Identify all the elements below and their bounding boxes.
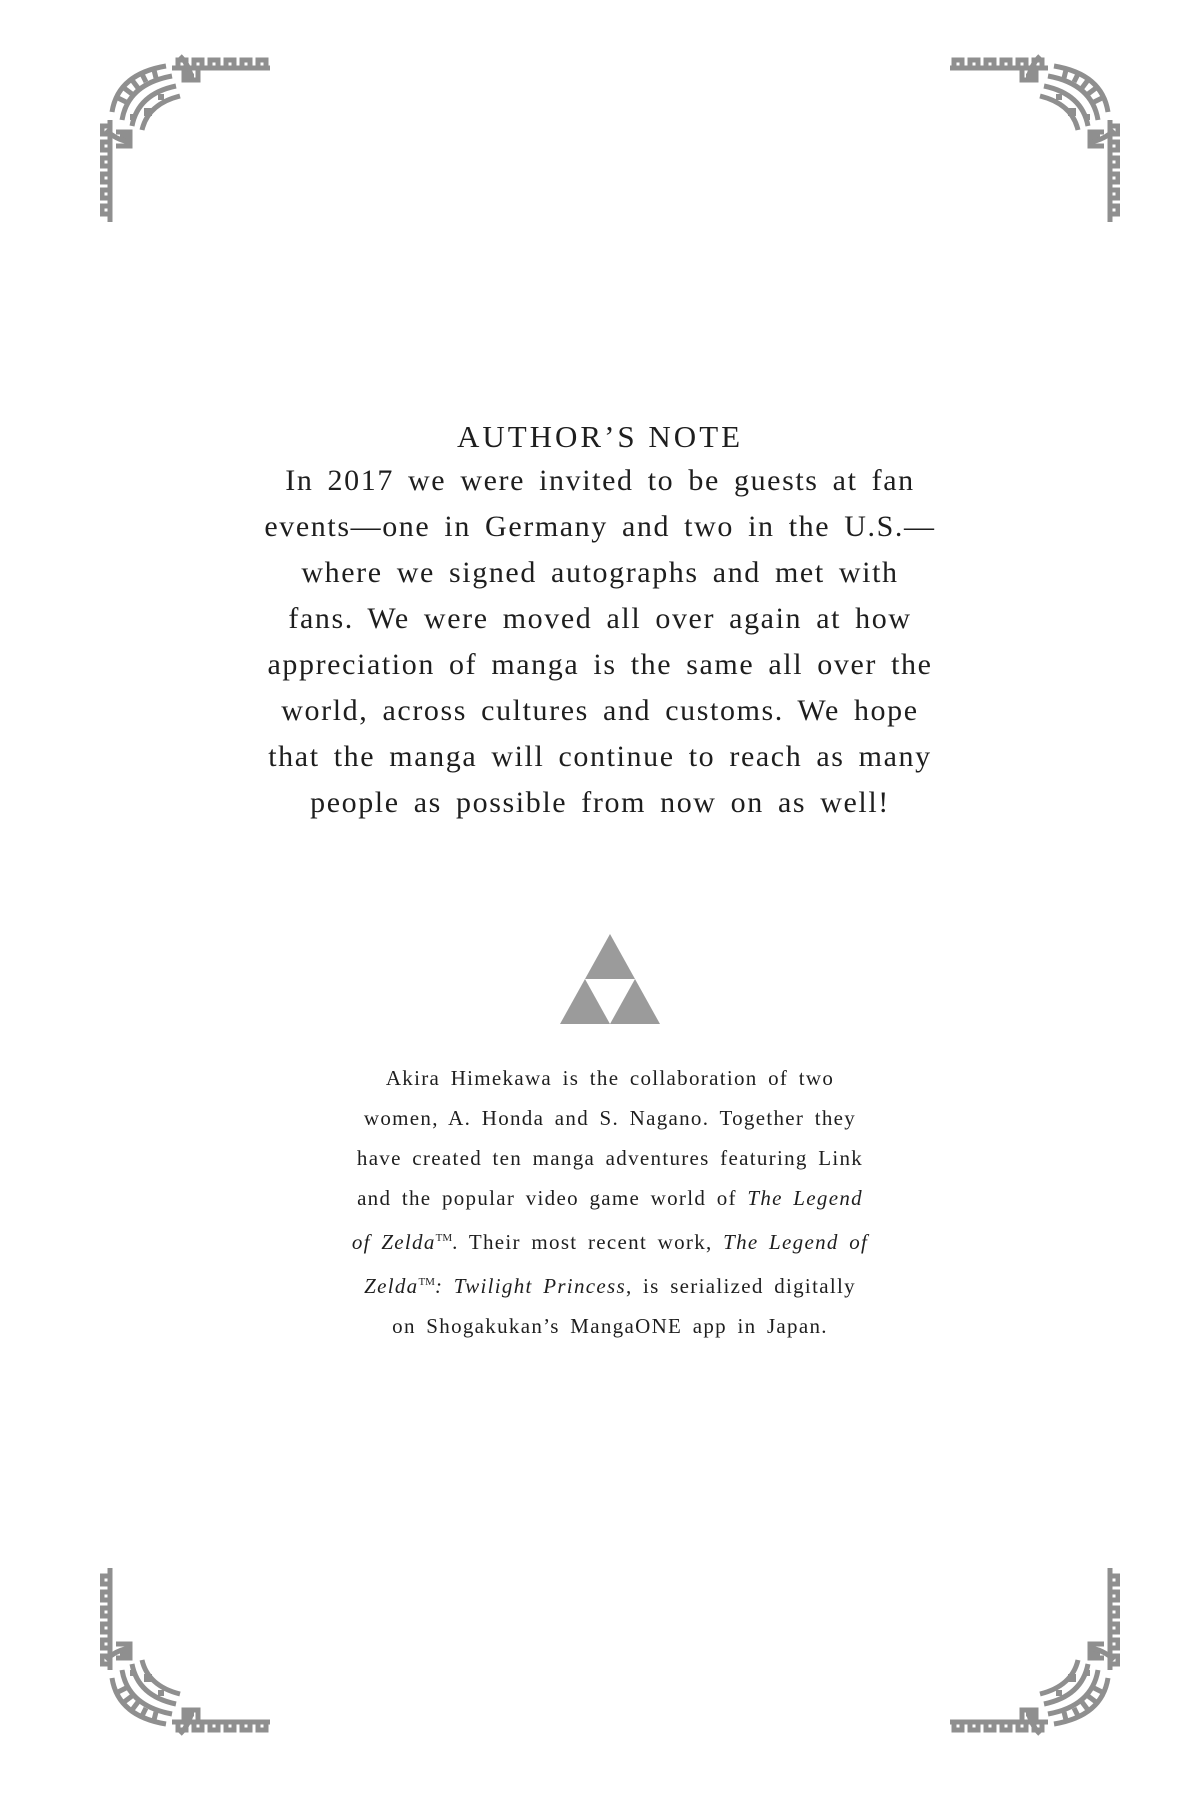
bio-text: . Their most recent work, (452, 1230, 724, 1254)
corner-ornament-bottom-left (100, 1560, 280, 1740)
bio-line: Akira Himekawa is the collaboration of two (385, 1066, 835, 1090)
bio-line: on Shogakukan’s MangaONE app in Japan. (392, 1314, 828, 1338)
bio-line: women, A. Honda and S. Nagano. Together they (363, 1106, 857, 1130)
authors-note-line: In 2017 we were invited to be guests at fan (285, 464, 915, 497)
bio-title-italic: The Legend of (723, 1230, 869, 1254)
corner-ornament-top-right (940, 50, 1120, 230)
author-bio (300, 1058, 920, 1346)
greek-key-corner-icon (100, 50, 280, 230)
bio-text: , is serialized digitally (625, 1274, 856, 1298)
bio-title-italic: Zelda (364, 1274, 419, 1298)
authors-note-body (236, 458, 964, 826)
bio-text: and the popular video game world of (357, 1186, 748, 1210)
authors-note-title: AUTHOR’S NOTE (456, 419, 744, 454)
authors-note-line: appreciation of manga is the same all over the (267, 648, 933, 681)
authors-note-line: fans. We were moved all over again at how (288, 602, 912, 635)
corner-ornament-bottom-right (940, 1560, 1120, 1740)
greek-key-corner-icon (940, 1560, 1120, 1740)
bio-title-italic: : Twilight Princess (434, 1274, 626, 1298)
authors-note-line: world, across cultures and customs. We hope (281, 694, 919, 727)
bio-title-italic: of Zelda (351, 1230, 436, 1254)
corner-ornament-top-left (100, 50, 280, 230)
trademark-symbol: TM (435, 1232, 453, 1244)
bio-line: have created ten manga adventures featuring Link (356, 1146, 864, 1170)
authors-note-line: people as possible from now on as well! (310, 786, 890, 819)
bio-line (300, 1178, 920, 1218)
authors-note-line: where we signed autographs and met with (301, 556, 899, 589)
bio-title-italic: The Legend (747, 1186, 863, 1210)
authors-note-line: events—one in Germany and two in the U.S.— (264, 510, 936, 543)
authors-note-line: that the manga will continue to reach as many (268, 740, 932, 773)
bio-line (300, 1218, 920, 1262)
greek-key-corner-icon (940, 50, 1120, 230)
greek-key-corner-icon (100, 1560, 280, 1740)
triforce-icon (560, 934, 660, 1024)
trademark-symbol: TM (418, 1276, 435, 1288)
bio-line (300, 1262, 920, 1306)
